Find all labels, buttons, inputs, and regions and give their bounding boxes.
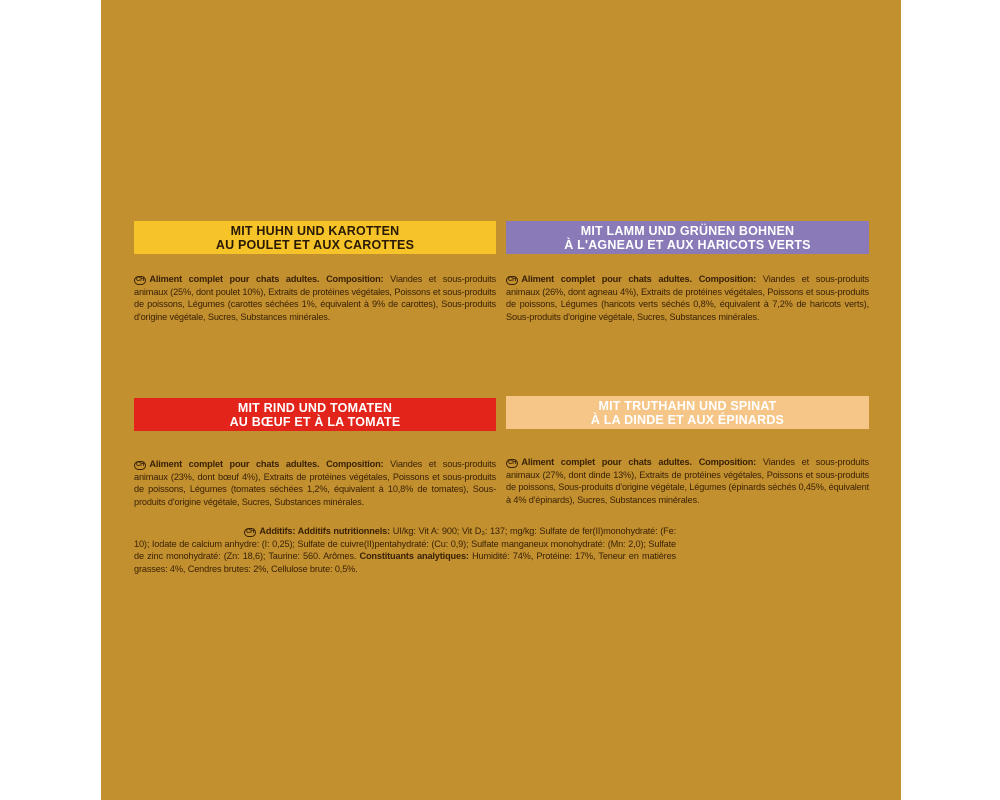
banner-lamb-green-beans — [506, 221, 869, 254]
composition-lead: Aliment complet pour chats adultes. Composition: — [149, 459, 384, 469]
composition-body: Viandes et sous-produits animaux (26%, dont agneau 4%), Extraits de protéines végétales, Poissons et sous-produits de poissons, Légumes (haricots verts séchés 0,8%, équivalent à 7,2% de haricots verts), Sous-produits d'origine végétale, Sucres, Substances minérales. — [506, 274, 869, 322]
banner-title-fr: AU POULET ET AUX CAROTTES — [215, 237, 415, 252]
banner-title-de: MIT HUHN UND KAROTTEN — [230, 223, 400, 238]
analytical-body: Humidité: 74%, Protéine: 17%, Teneur en matières grasses: 4%, Cendres brutes: 2%, Cellulose brute: 0,5%. — [134, 551, 676, 574]
composition-beef — [134, 458, 496, 508]
composition-lamb — [506, 273, 869, 323]
composition-body: Viandes et sous-produits animaux (23%, dont bœuf 4%), Extraits de protéines végétales, Poissons et sous-produits de poissons, Légumes (tomates séchées 1,2%, équivalent à 10,8% de tomates), Sous-produits d'origine végétale, Sucres, Substances minérales. — [134, 459, 496, 507]
banner-title-de: MIT RIND UND TOMATEN — [237, 400, 393, 415]
swiss-country-badge: CH — [136, 462, 145, 468]
packaging-panel — [101, 0, 901, 800]
additives-analytical — [134, 525, 676, 575]
swiss-country-badge: CH — [246, 529, 255, 535]
composition-turkey — [506, 456, 869, 506]
composition-body: Viandes et sous-produits animaux (25%, dont poulet 10%), Extraits de protéines végétales, Poissons et sous-produits de poissons, Légumes (carottes séchées 1%, équivalent à 9% de carottes), Sous-produits d'origine végétale, Sucres, Substances minérales. — [134, 274, 496, 322]
additives-lead: Additifs: Additifs nutritionnels: — [259, 526, 390, 536]
banner-title-fr: À L'AGNEAU ET AUX HARICOTS VERTS — [564, 237, 811, 252]
additives-body: UI/kg: Vit A: 900; Vit D₃: 137; mg/kg: Sulfate de fer(II)monohydraté: (Fe: 10); Iodate de calcium anhydre: (I: 0,25); Sulfate de cuivre(II)pentahydraté: (Cu: 0,9); Sulfate manganeux monohydraté: (Mn: 2,0); Sulfate de zinc monohydraté: (Zn: 18,6); Taurine: 560. Arômes. — [134, 526, 676, 562]
banner-beef-tomatoes — [134, 398, 496, 431]
composition-lead: Aliment complet pour chats adultes. Composition: — [521, 457, 757, 467]
composition-lead: Aliment complet pour chats adultes. Composition: — [149, 274, 384, 284]
composition-lead: Aliment complet pour chats adultes. Composition: — [521, 274, 757, 284]
composition-body: Viandes et sous-produits animaux (27%, dont dinde 13%), Extraits de protéines végétales, Poissons et sous-produits de poissons, Sous-produits d'origine végétale, Légumes (épinards séchés 0,45%, équivalent à 4% d'épinards), Sucres, Substances minérales. — [506, 457, 869, 505]
banner-title-de: MIT TRUTHAHN UND SPINAT — [598, 398, 777, 413]
swiss-country-badge: CH — [136, 277, 145, 283]
banner-title-de: MIT LAMM UND GRÜNEN BOHNEN — [580, 223, 795, 238]
banner-chicken-carrots — [134, 221, 496, 254]
composition-chicken — [134, 273, 496, 323]
banner-title-fr: AU BŒUF ET À LA TOMATE — [229, 414, 401, 429]
swiss-country-badge: CH — [508, 277, 517, 283]
analytical-lead: Constituants analytiques: — [359, 551, 469, 562]
swiss-country-badge: CH — [508, 460, 517, 466]
banner-title-fr: À LA DINDE ET AUX ÉPINARDS — [590, 412, 785, 427]
banner-turkey-spinach — [506, 396, 869, 429]
